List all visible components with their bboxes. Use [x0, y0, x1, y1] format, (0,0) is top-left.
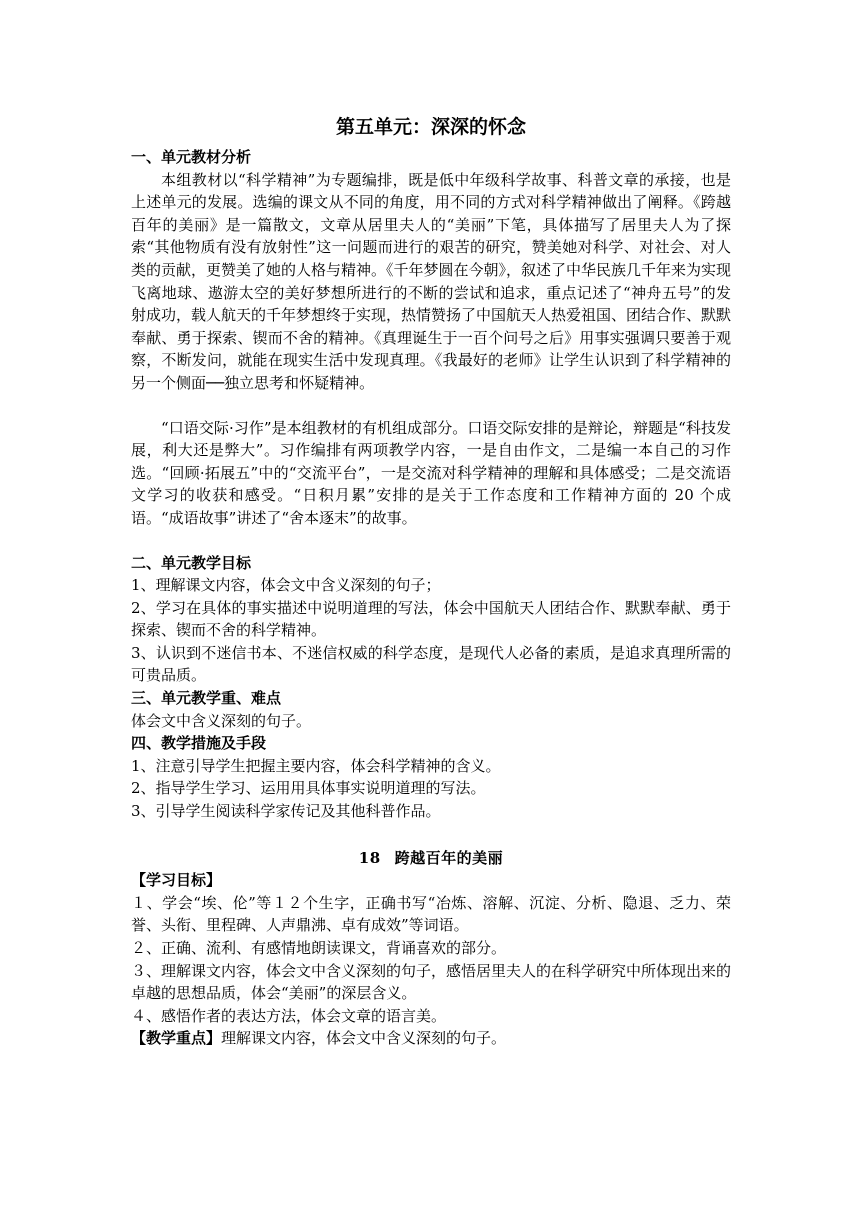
lesson-name: 跨越百年的美丽: [394, 848, 504, 867]
goal-item: 2、学习在具体的事实描述中说明道理的写法，体会中国航天人团结合作、默默奉献、勇于探索、锲而不舍的科学精神。: [131, 598, 731, 640]
analysis-paragraph-1: 本组教材以“科学精神”为专题编排，既是低中年级科学故事、科普文章的承接，也是上述单元的发展。选编的课文从不同的角度，用不同的方式对科学精神做出了阐释。《跨越百年的美丽》是一篇散文，文章从居里夫人的“美丽”下笔，具体描写了居里夫人为了探索“其他物质有没有放射性”这一问题而进行的艰苦的研究，赞美她对科学、对社会、对人类的贡献，更赞美了她的人格与精神。《千年梦圆在今朝》，叙述了中华民族几千年来为实现飞离地球、遨游太空的美好梦想所进行的不断的尝试和追求，重点记述了“神舟五号”的发射成功，载人航天的千年梦想终于实现，热情赞扬了中国航天人热爱祖国、团结合作、默默奉献、勇于探索、锲而不舍的精神。《真理诞生于一百个问号之后》用事实强调只要善于观察，不断发问，就能在现实生活中发现真理。《我最好的老师》让学生认识到了科学精神的另一个侧面──独立思考和怀疑精神。: [131, 170, 732, 392]
document-title: 第五单元：深深的怀念: [335, 116, 526, 138]
document-body: [131, 112, 731, 1050]
spacer: [131, 395, 731, 417]
analysis-paragraph-2: “口语交际·习作”是本组教材的有机组成部分。口语交际安排的是辩论，辩题是“科技发展，利大还是弊大”。习作编排有两项教学内容，一是自由作文，二是编一本自己的习作选。“回顾·拓展五”中的“交流平台”，一是交流对科学精神的理解和具体感受；二是交流语文学习的收获和感受。“日积月累”安排的是关于工作态度和工作精神方面的 20 个成语。“成语故事”讲述了“舍本逐末”的故事。: [131, 418, 731, 527]
lesson-focus: [131, 1027, 731, 1050]
spacer: [131, 530, 731, 552]
lesson-goal-item: ４、感悟作者的表达方法，体会文章的语言美。: [131, 1006, 447, 1025]
measure-item: 3、引导学生阅读科学家传记及其他科普作品。: [131, 802, 441, 821]
lesson-number: 18: [358, 848, 381, 867]
spacer: [131, 823, 731, 847]
goal-item: 3、认识到不迷信书本、不迷信权威的科学态度，是现代人必备的素质，是追求真理所需的可贵品质。: [131, 643, 731, 685]
section-heading-measures: 四、教学措施及手段: [131, 734, 267, 753]
lesson-focus-label: 【教学重点】: [131, 1029, 222, 1048]
lesson-goal-item: ２、正确、流利、有感情地朗读课文，背诵喜欢的部分。: [131, 939, 507, 957]
lesson-goals-label: 【学习目标】: [131, 871, 222, 890]
lesson-title: [131, 847, 731, 870]
key-points-text: 体会文中含义深刻的句子。: [131, 711, 312, 730]
goal-item: 1、理解课文内容，体会文中含义深刻的句子；: [131, 576, 441, 595]
lesson-goal-item: ３、理解课文内容，体会文中含义深刻的句子，感悟居里夫人的在科学研究中所体现出来的卓越的思想品质，体会“美丽”的深层含义。: [131, 961, 732, 1003]
lesson-goal-item: １、学会“埃、伦”等１２个生字，正确书写“冶炼、溶解、沉淀、分析、隐退、乏力、荣誉、头衔、里程碑、人声鼎沸、卓有成效”等词语。: [131, 893, 731, 935]
measure-item: 2、指导学生学习、运用用具体事实说明道理的写法。: [131, 779, 486, 798]
section-heading-analysis: 一、单元教材分析: [131, 148, 252, 166]
measure-item: 1、注意引导学生把握主要内容，体会科学精神的含义。: [131, 756, 501, 775]
section-heading-key-points: 三、单元教学重、难点: [131, 689, 282, 708]
section-heading-goals: 二、单元教学目标: [131, 553, 252, 572]
lesson-focus-text: 理解课文内容，体会文中含义深刻的句子。: [221, 1029, 507, 1048]
